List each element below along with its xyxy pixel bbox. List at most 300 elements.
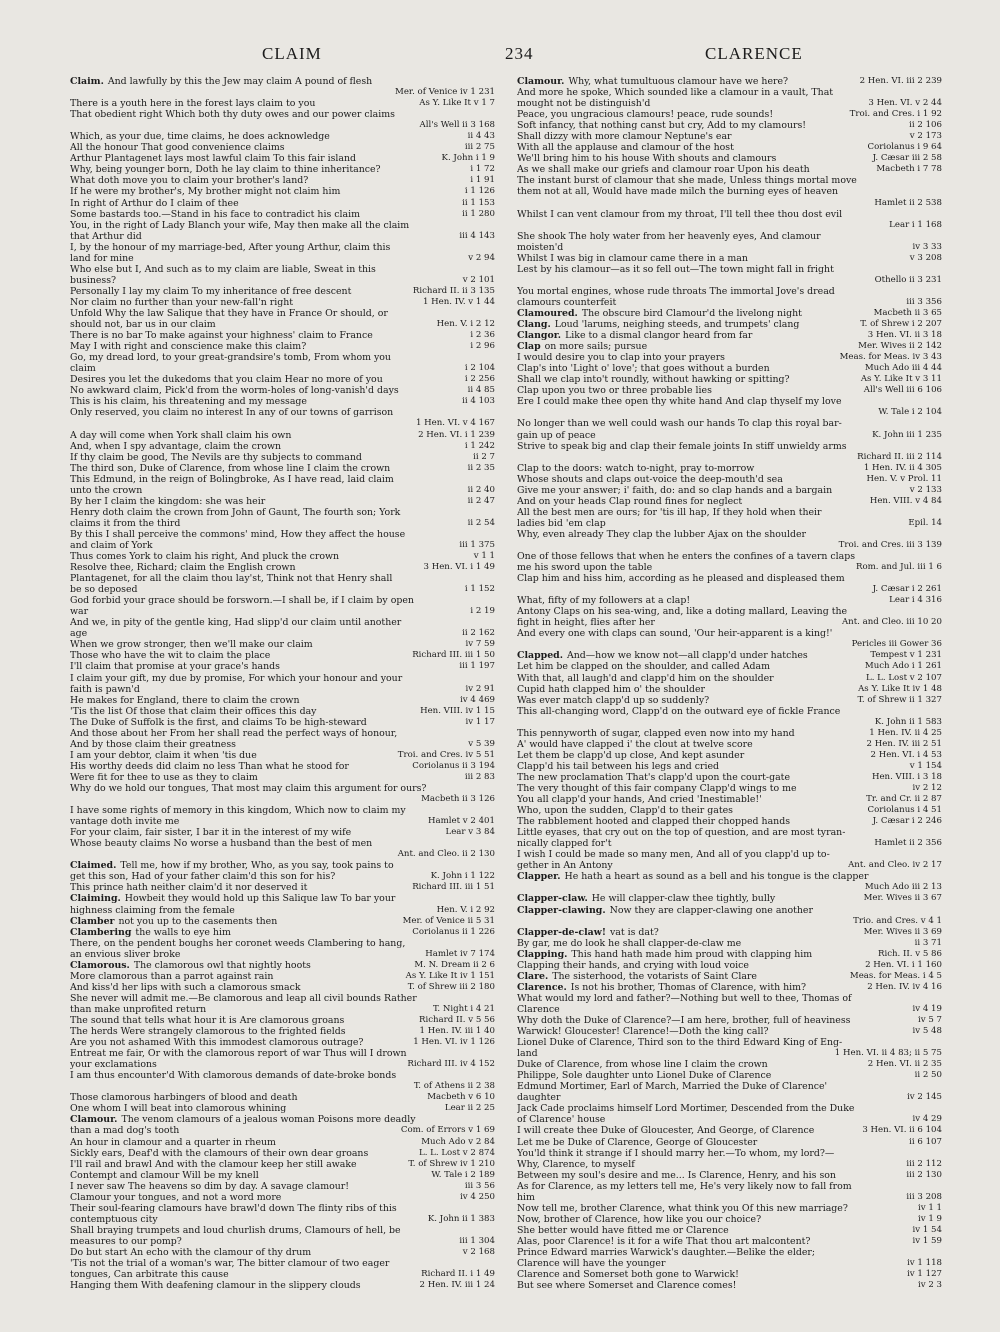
quotation-text: God forbid your grace should be forsworn.—I shall be, if I claim by open bbox=[70, 595, 414, 607]
play-reference: As Y. Like It v 1 7 bbox=[415, 98, 495, 109]
entry-line bbox=[517, 1015, 942, 1026]
quotation-text: Like to a dismal clangor heard from far bbox=[565, 330, 753, 342]
quotation-text: Do but start An echo with the clamour of thy drum bbox=[70, 1246, 312, 1258]
entry-line bbox=[517, 1280, 942, 1291]
quotation-text: unto the crown bbox=[70, 484, 143, 496]
play-reference: iii 2 75 bbox=[461, 142, 495, 153]
entry-line bbox=[70, 661, 495, 672]
quotation-text: Clap him and hiss him, according as he pleased and displeased them bbox=[517, 573, 845, 585]
entry-line bbox=[517, 540, 942, 551]
entry-line bbox=[517, 761, 942, 772]
entry-line bbox=[517, 109, 942, 120]
quotation-text: This pennyworth of sugar, clapped even now into my hand bbox=[517, 727, 795, 739]
play-reference: T. Night i 4 21 bbox=[429, 1004, 495, 1015]
quotation-text: Go, my dread lord, to your great-grandsire's tomb, From whom you bbox=[70, 352, 391, 364]
play-reference: T. of Athens ii 2 38 bbox=[410, 1081, 495, 1092]
play-reference: ii 1 280 bbox=[458, 209, 495, 220]
entry-line bbox=[517, 684, 942, 695]
header-right-word: CLARENCE bbox=[705, 44, 803, 63]
entry-line bbox=[517, 827, 942, 838]
entry-line bbox=[70, 1137, 495, 1148]
quotation-text: You'ld think it strange if I should marry her.—To whom, my lord?— bbox=[517, 1147, 835, 1159]
entry-line bbox=[70, 109, 495, 120]
entry-line bbox=[70, 1192, 495, 1203]
quotation-text: For your claim, fair sister, I bar it in the interest of my wife bbox=[70, 827, 352, 839]
entry-line bbox=[70, 606, 495, 617]
play-reference: i 2 19 bbox=[466, 606, 495, 617]
play-reference: ii 4 85 bbox=[464, 385, 495, 396]
entry-line bbox=[70, 1114, 495, 1125]
quotation-text: age bbox=[70, 628, 88, 640]
quotation-text: And lawfully by this the Jew may claim A pound of flesh bbox=[107, 76, 373, 87]
entry-line bbox=[517, 463, 942, 474]
quotation-text: I would desire you to clap into your prayers bbox=[517, 352, 725, 364]
quotation-text: There is a youth here in the forest lays claim to you bbox=[70, 98, 316, 110]
entry-line bbox=[70, 584, 495, 595]
play-reference: v 2 173 bbox=[906, 131, 942, 142]
quotation-text: She never will admit me.—Be clamorous and leap all civil bounds Rather bbox=[70, 992, 417, 1004]
entry-line bbox=[70, 341, 495, 352]
quotation-text: The herds Were strangely clamorous to the frighted fields bbox=[70, 1026, 346, 1038]
play-reference: ii 4 43 bbox=[464, 131, 495, 142]
quotation-text: Those who have the wit to claim the place bbox=[70, 650, 271, 662]
quotation-text: She shook The holy water from her heavenly eyes, And clamour bbox=[517, 230, 821, 242]
play-reference: iii 4 143 bbox=[455, 231, 495, 242]
entry-line bbox=[70, 186, 495, 197]
entry-line bbox=[70, 1081, 495, 1092]
play-reference: iii 1 197 bbox=[455, 661, 495, 672]
entry-line bbox=[70, 750, 495, 761]
play-reference: K. John ii 1 383 bbox=[424, 1214, 495, 1225]
entry-line bbox=[70, 551, 495, 562]
left-column bbox=[70, 76, 495, 1291]
entry-line bbox=[517, 617, 942, 628]
quotation-text: The instant burst of clamour that she made, Unless things mortal move bbox=[517, 175, 857, 187]
quotation-text: Tell me, how if my brother, Who, as you say, took pains to bbox=[120, 860, 394, 872]
quotation-text: Whilst I can vent clamour from my throat, I'll tell thee thou dost evil bbox=[517, 208, 843, 220]
entry-line bbox=[517, 452, 942, 463]
play-reference: Macbeth i 7 78 bbox=[872, 164, 942, 175]
headword: Clapper. bbox=[517, 871, 561, 883]
play-reference: v 1 1 bbox=[470, 551, 495, 562]
entry-line bbox=[517, 860, 942, 871]
quotation-text: Warwick! Gloucester! Clarence!—Doth the king call? bbox=[517, 1026, 769, 1038]
page-number: 234 bbox=[505, 44, 534, 63]
play-reference: iii 2 112 bbox=[902, 1159, 942, 1170]
quotation-text: Antony Claps on his sea-wing, and, like a doting mallard, Leaving the bbox=[517, 606, 848, 618]
quotation-text: nically clapped for't bbox=[517, 838, 612, 850]
entry-line bbox=[517, 772, 942, 783]
entry-line bbox=[70, 595, 495, 606]
entry-line bbox=[70, 231, 495, 242]
entry-line bbox=[517, 1026, 942, 1037]
entry-line bbox=[517, 717, 942, 728]
right-column bbox=[517, 76, 942, 1291]
entry-line bbox=[517, 407, 942, 418]
quotation-text: And on your heads Clap round fines for neglect bbox=[517, 495, 743, 507]
quotation-text: Those clamorous harbingers of blood and death bbox=[70, 1092, 298, 1104]
entry-line bbox=[517, 175, 942, 186]
play-reference: Ant. and Cleo. iv 2 17 bbox=[844, 860, 942, 871]
quotation-text: Why, being younger born, Doth he lay claim to thine inheritance? bbox=[70, 164, 381, 176]
quotation-text: that Arthur did bbox=[70, 230, 142, 242]
entry-line bbox=[517, 551, 942, 562]
play-reference: 2 Hen. IV. iv 4 16 bbox=[863, 982, 942, 993]
play-reference: i 1 126 bbox=[461, 186, 495, 197]
play-reference: Rich. II. v 5 86 bbox=[874, 949, 942, 960]
quotation-text: A day will come when York shall claim his own bbox=[70, 429, 292, 441]
quotation-text: You mortal engines, whose rude throats The immortal Jove's dread bbox=[517, 285, 835, 297]
entry-line bbox=[70, 562, 495, 573]
play-reference: 2 Hen. IV. iii 1 24 bbox=[416, 1280, 495, 1291]
quotation-text: than a mad dog's tooth bbox=[70, 1125, 180, 1137]
quotation-text: Hanging them With deafening clamour in the slippery clouds bbox=[70, 1280, 361, 1292]
entry-line bbox=[517, 1125, 942, 1136]
quotation-text: And we, in pity of the gentle king, Had slipp'd our claim until another bbox=[70, 617, 402, 629]
play-reference: iii 1 375 bbox=[455, 540, 495, 551]
play-reference: Trio. and Cres. v 4 1 bbox=[849, 916, 942, 927]
play-reference: iv 7 59 bbox=[462, 639, 495, 650]
headword: Clapper-clawing. bbox=[517, 904, 606, 916]
entry-line bbox=[70, 927, 495, 938]
quotation-text: I'll claim that promise at your grace's hands bbox=[70, 661, 280, 673]
entry-line bbox=[517, 231, 942, 242]
entry-line bbox=[70, 772, 495, 783]
play-reference: Richard III. iii 1 50 bbox=[408, 650, 495, 661]
play-reference: iv 1 1 bbox=[914, 1203, 942, 1214]
play-reference: Macbeth ii 3 65 bbox=[870, 308, 942, 319]
quotation-text: daughter bbox=[517, 1092, 561, 1104]
play-reference: Ant. and Cleo. iii 10 20 bbox=[838, 617, 942, 628]
entry-line bbox=[517, 98, 942, 109]
quotation-text: land for mine bbox=[70, 252, 134, 264]
quotation-text: Why, even already They clap the lubber Ajax on the shoulder bbox=[517, 528, 806, 540]
play-reference: 2 Hen. VI. i 1 239 bbox=[414, 430, 495, 441]
entry-line bbox=[517, 385, 942, 396]
play-reference: Coriolanus ii 3 194 bbox=[408, 761, 495, 772]
entry-line bbox=[517, 960, 942, 971]
quotation-text: And every one with claps can sound, 'Our heir-apparent is a king!' bbox=[517, 628, 833, 640]
headword: Clap bbox=[517, 341, 541, 353]
play-reference: K. John iii 1 235 bbox=[868, 430, 942, 441]
play-reference: Richard II. ii 3 135 bbox=[409, 286, 495, 297]
play-reference: iv 5 7 bbox=[914, 1015, 942, 1026]
entry-line bbox=[70, 1214, 495, 1225]
play-reference: v 2 133 bbox=[906, 485, 942, 496]
play-reference: 1 Hen. VI. iv 1 126 bbox=[409, 1037, 495, 1048]
entry-line bbox=[517, 341, 942, 352]
entry-line bbox=[517, 905, 942, 916]
entry-line bbox=[70, 441, 495, 452]
entry-line bbox=[70, 1026, 495, 1037]
entry-line bbox=[70, 175, 495, 186]
quotation-text: In right of Arthur do I claim of thee bbox=[70, 197, 239, 209]
entry-line bbox=[517, 661, 942, 672]
quotation-text: be so deposed bbox=[70, 584, 138, 596]
entry-line bbox=[70, 695, 495, 706]
entry-line bbox=[70, 385, 495, 396]
play-reference: Hamlet ii 2 538 bbox=[870, 198, 942, 209]
entry-line bbox=[70, 628, 495, 639]
play-reference: Much Ado iii 4 44 bbox=[861, 363, 942, 374]
quotation-text: The venom clamours of a jealous woman Poisons more deadly bbox=[121, 1114, 416, 1126]
quotation-text: There, on the pendent boughs her coronet weeds Clambering to hang, bbox=[70, 937, 406, 949]
entry-line bbox=[70, 1148, 495, 1159]
entry-line bbox=[70, 120, 495, 131]
play-reference: iv 4 250 bbox=[456, 1192, 495, 1203]
entry-line bbox=[70, 838, 495, 849]
quotation-text: Peace, you ungracious clamours! peace, rude sounds! bbox=[517, 109, 774, 121]
quotation-text: By gar, me do look he shall clapper-de-claw me bbox=[517, 937, 742, 949]
play-reference: Mer. of Venice iv 1 231 bbox=[391, 87, 495, 98]
quotation-text: Clap upon you two or three probable lies bbox=[517, 385, 712, 397]
headword: Clambering bbox=[70, 926, 132, 938]
entry-line bbox=[517, 805, 942, 816]
entry-line bbox=[70, 993, 495, 1004]
play-reference: iv 3 33 bbox=[909, 242, 942, 253]
quotation-text: war bbox=[70, 606, 89, 618]
play-reference: 3 Hen. VI. ii 3 18 bbox=[864, 330, 942, 341]
quotation-text: She better would have fitted me or Clarence bbox=[517, 1224, 729, 1236]
play-reference: 1 Hen. VI. v 4 167 bbox=[412, 418, 495, 429]
entry-line bbox=[517, 441, 942, 452]
play-reference: Hamlet v 2 401 bbox=[424, 816, 495, 827]
entry-line bbox=[70, 1236, 495, 1247]
play-reference: 1 Hen. IV. v 1 44 bbox=[419, 297, 495, 308]
play-reference: Mer. Wives ii 3 67 bbox=[860, 893, 942, 904]
quotation-text: More clamorous than a parrot against rain bbox=[70, 970, 274, 982]
play-reference: iv 1 118 bbox=[903, 1258, 942, 1269]
play-reference: J. Cæsar i 2 246 bbox=[869, 816, 942, 827]
quotation-text: Now tell me, brother Clarence, what think you Of this new marriage? bbox=[517, 1202, 848, 1214]
quotation-text: Let them be clapp'd up close, And kept asunder bbox=[517, 749, 745, 761]
entry-line bbox=[517, 783, 942, 794]
play-reference: Meas. for Meas. iv 3 43 bbox=[836, 352, 942, 363]
play-reference: Lear v 3 84 bbox=[442, 827, 495, 838]
quotation-text: All the best men are ours; for 'tis ill hap, If they hold when their bbox=[517, 506, 822, 518]
quotation-text: Plantagenet, for all the claim thou lay'st, Think not that Henry shall bbox=[70, 573, 393, 585]
play-reference: Othello ii 3 231 bbox=[871, 275, 942, 286]
quotation-text: Clap to the doors: watch to-night, pray to-morrow bbox=[517, 462, 755, 474]
play-reference: Macbeth v 6 10 bbox=[423, 1092, 495, 1103]
entry-line bbox=[70, 1280, 495, 1291]
play-reference: 1 Hen. IV. ii 4 25 bbox=[865, 728, 942, 739]
entry-line bbox=[70, 805, 495, 816]
entry-line bbox=[517, 363, 942, 374]
quotation-text: Thus comes York to claim his right, And pluck the crown bbox=[70, 551, 340, 563]
entry-line bbox=[70, 540, 495, 551]
entry-line bbox=[70, 1181, 495, 1192]
quotation-text: Was ever match clapp'd up so suddenly? bbox=[517, 694, 710, 706]
entry-line bbox=[517, 1258, 942, 1269]
play-reference: v 2 101 bbox=[459, 275, 495, 286]
entry-line bbox=[517, 1004, 942, 1015]
entry-line bbox=[70, 905, 495, 916]
headword: Clapping. bbox=[517, 948, 568, 960]
play-reference: Rom. and Jul. iii 1 6 bbox=[852, 562, 942, 573]
headword: Clamour. bbox=[70, 1114, 118, 1126]
entry-line bbox=[70, 1092, 495, 1103]
play-reference: Tempest v 1 231 bbox=[866, 650, 942, 661]
quotation-text: Loud 'larums, neighing steeds, and trumpets' clang bbox=[554, 319, 800, 331]
play-reference: Hen. VIII. i 3 18 bbox=[868, 772, 942, 783]
entry-line bbox=[517, 164, 942, 175]
play-reference: Much Ado i 1 261 bbox=[861, 661, 942, 672]
quotation-text: highness claiming from the female bbox=[70, 904, 235, 916]
quotation-text: get this son, Had of your father claim'd this son for his? bbox=[70, 871, 336, 883]
quotation-text: Shall braying trumpets and loud churlish drums, Clamours of hell, be bbox=[70, 1224, 401, 1236]
quotation-text: Why, what tumultuous clamour have we here? bbox=[568, 76, 789, 87]
play-reference: Coriolanus i 9 64 bbox=[864, 142, 942, 153]
play-reference: W. Tale i 2 104 bbox=[874, 407, 942, 418]
entry-line bbox=[517, 142, 942, 153]
quotation-text: Who, upon the sudden, Clapp'd to their gates bbox=[517, 805, 733, 817]
entry-line bbox=[517, 352, 942, 363]
quotation-text: Cupid hath clapped him o' the shoulder bbox=[517, 683, 705, 695]
quotation-text: Were fit for thee to use as they to claim bbox=[70, 771, 258, 783]
quotation-text: Between my soul's desire and me... Is Clarence, Henry, and his son bbox=[517, 1169, 836, 1181]
headword: Clamoured. bbox=[517, 307, 578, 319]
entry-line bbox=[517, 319, 942, 330]
entry-line bbox=[70, 739, 495, 750]
play-reference: Mer. Wives ii 3 69 bbox=[860, 927, 942, 938]
entry-line bbox=[70, 1125, 495, 1136]
entry-line bbox=[517, 1092, 942, 1103]
play-reference: W. Tale i 2 189 bbox=[427, 1170, 495, 1181]
play-reference: Lear i 4 316 bbox=[885, 595, 942, 606]
play-reference: iv 1 17 bbox=[462, 717, 495, 728]
entry-line bbox=[517, 1037, 942, 1048]
entry-line bbox=[517, 639, 942, 650]
headword: Claim. bbox=[70, 76, 104, 87]
play-reference: Richard II. iii 2 114 bbox=[853, 452, 942, 463]
play-reference: iv 4 29 bbox=[909, 1114, 942, 1125]
quotation-text: One whom I will beat into clamorous whining bbox=[70, 1103, 287, 1115]
entry-line bbox=[70, 474, 495, 485]
quotation-text: And, when I spy advantage, claim the crown bbox=[70, 440, 282, 452]
entry-line bbox=[70, 938, 495, 949]
play-reference: v 3 208 bbox=[906, 253, 942, 264]
play-reference: As Y. Like It iv 1 48 bbox=[854, 684, 942, 695]
quotation-text: Shall dizzy with more clamour Neptune's ear bbox=[517, 131, 732, 143]
entry-line bbox=[517, 1247, 942, 1258]
entry-line bbox=[517, 153, 942, 164]
quotation-text: Jack Cade proclaims himself Lord Mortimer, Descended from the Duke bbox=[517, 1103, 855, 1115]
entry-line bbox=[517, 264, 942, 275]
quotation-text: The third son, Duke of Clarence, from whose line I claim the crown bbox=[70, 462, 391, 474]
quotation-text: of Clarence' house bbox=[517, 1114, 606, 1126]
headword: Clapped. bbox=[517, 650, 563, 662]
quotation-text: Only reserved, you claim no interest In any of our towns of garrison bbox=[70, 407, 394, 419]
entry-line bbox=[70, 153, 495, 164]
entry-line bbox=[70, 673, 495, 684]
quotation-text: Strive to speak big and clap their female joints In stiff unwieldy arms bbox=[517, 440, 847, 452]
play-reference: iv 4 19 bbox=[909, 1004, 942, 1015]
play-reference: 2 Hen. VI. iii 2 239 bbox=[856, 76, 942, 87]
quotation-text: All the honour That good convenience claims bbox=[70, 142, 285, 154]
quotation-text: faith is pawn'd bbox=[70, 683, 140, 695]
entry-line bbox=[70, 518, 495, 529]
entry-line bbox=[70, 198, 495, 209]
quotation-text: Duke of Clarence, from whose line I claim the crown bbox=[517, 1059, 768, 1071]
play-reference: v 5 39 bbox=[464, 739, 495, 750]
play-reference: K. John ii 1 583 bbox=[871, 717, 942, 728]
play-reference: ii 2 54 bbox=[464, 518, 495, 529]
play-reference: iii 1 304 bbox=[455, 1236, 495, 1247]
quotation-text: I, by the honour of my marriage-bed, After young Arthur, claim this bbox=[70, 241, 391, 253]
quotation-text: This hand hath made him proud with clapping him bbox=[571, 948, 813, 960]
entry-line bbox=[517, 993, 942, 1004]
quotation-text: I never saw The heavens so dim by day. A savage clamour! bbox=[70, 1180, 350, 1192]
quotation-text: claim bbox=[70, 363, 96, 375]
quotation-text: Their soul-fearing clamours have brawl'd down The flinty ribs of this bbox=[70, 1202, 397, 1214]
play-reference: i 1 91 bbox=[466, 175, 495, 186]
play-reference: iii 3 56 bbox=[461, 1181, 495, 1192]
entry-line bbox=[70, 496, 495, 507]
quotation-text: Now they are clapper-clawing one another bbox=[609, 904, 813, 916]
play-reference: iv 1 9 bbox=[914, 1214, 942, 1225]
entry-line bbox=[70, 1170, 495, 1181]
quotation-text: I claim your gift, my due by promise, For which your honour and your bbox=[70, 672, 403, 684]
entry-line bbox=[517, 1225, 942, 1236]
entry-line bbox=[517, 739, 942, 750]
play-reference: ii 2 162 bbox=[458, 628, 495, 639]
play-reference: J. Cæsar iii 2 58 bbox=[869, 153, 942, 164]
entry-line bbox=[70, 131, 495, 142]
quotation-text: But see where Somerset and Clarence comes! bbox=[517, 1280, 737, 1292]
quotation-text: Clarence and Somerset both gone to Warwick! bbox=[517, 1269, 739, 1281]
entry-line bbox=[70, 1247, 495, 1258]
entry-line bbox=[517, 816, 942, 827]
play-reference: i 1 72 bbox=[466, 164, 495, 175]
quotation-text: And—how we know not—all clapp'd under hatches bbox=[567, 650, 808, 662]
entry-line bbox=[70, 452, 495, 463]
entry-line bbox=[517, 1148, 942, 1159]
entry-line bbox=[517, 650, 942, 661]
quotation-text: 'Tis not the trial of a woman's war, The bitter clamour of two eager bbox=[70, 1258, 390, 1270]
quotation-text: Clamour your tongues, and not a word more bbox=[70, 1191, 282, 1203]
quotation-text: Why, Clarence, to myself bbox=[517, 1158, 635, 1170]
play-reference: T. of Shrew iv 1 210 bbox=[404, 1159, 495, 1170]
quotation-text: Soft infancy, that nothing canst but cry, Add to my clamours! bbox=[517, 120, 807, 132]
quotation-text: When we grow stronger, then we'll make our claim bbox=[70, 639, 313, 651]
quotation-text: I will create thee Duke of Gloucester, And George, of Clarence bbox=[517, 1125, 815, 1137]
entry-line bbox=[70, 1070, 495, 1081]
play-reference: iii 3 208 bbox=[902, 1192, 942, 1203]
quotation-text: ladies bid 'em clap bbox=[517, 517, 606, 529]
play-reference: i 2 104 bbox=[461, 363, 495, 374]
entry-line bbox=[517, 253, 942, 264]
play-reference: Hen. V. i 2 92 bbox=[433, 905, 495, 916]
quotation-text: Why doth the Duke of Clarence?—I am here, brother, full of heaviness bbox=[517, 1014, 851, 1026]
entry-line bbox=[517, 396, 942, 407]
play-reference: K. John i 1 9 bbox=[438, 153, 495, 164]
quotation-text: Lest by his clamour—as it so fell out—The town might fall in fright bbox=[517, 263, 834, 275]
entry-line bbox=[70, 264, 495, 275]
play-reference: v 2 168 bbox=[459, 1247, 495, 1258]
quotation-text: an envious sliver broke bbox=[70, 948, 181, 960]
quotation-text: As we shall make our griefs and clamour roar Upon his death bbox=[517, 164, 810, 176]
quotation-text: vantage doth invite me bbox=[70, 816, 180, 828]
play-reference: ii 4 103 bbox=[458, 396, 495, 407]
entry-line bbox=[517, 430, 942, 441]
play-reference: 1 Hen. VI. ii 4 83; ii 5 75 bbox=[831, 1048, 942, 1059]
entry-line bbox=[517, 982, 942, 993]
quotation-text: Ere I could make thee open thy white hand And clap thyself my love bbox=[517, 396, 842, 408]
entry-line bbox=[70, 783, 495, 794]
entry-line bbox=[70, 209, 495, 220]
play-reference: iv 1 127 bbox=[903, 1269, 942, 1280]
